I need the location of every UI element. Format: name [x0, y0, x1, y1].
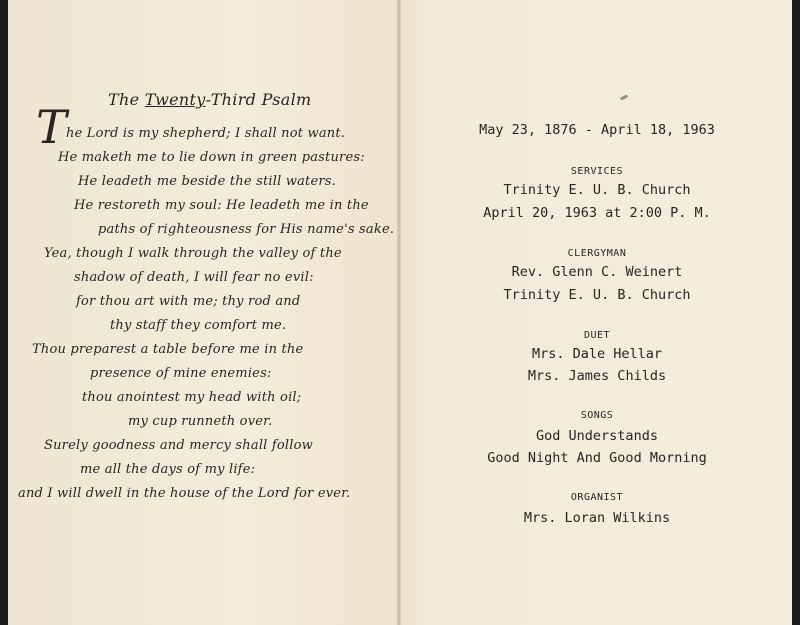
clergyman-name: Rev. Glenn C. Weinert [511, 264, 683, 280]
psalm-line: for thou art with me; thy rod and [76, 294, 301, 309]
psalm-line: Yea, though I walk through the valley of the [44, 246, 342, 261]
psalm-line: thy staff they comfort me. [110, 318, 287, 333]
duet-heading: DUET [583, 330, 611, 341]
duet-singer: Mrs. James Childs [527, 368, 667, 384]
services-heading: SERVICES [570, 166, 624, 177]
psalm-line: thou anointest my head with oil; [82, 390, 302, 405]
duet-singer: Mrs. Dale Hellar [531, 346, 663, 362]
scan-border-left [0, 0, 8, 625]
organist-heading: ORGANIST [570, 492, 624, 503]
psalm-line: Surely goodness and mercy shall follow [44, 438, 313, 453]
songs-heading: SONGS [580, 410, 614, 421]
psalm-line: me all the days of my life: [80, 462, 256, 477]
service-details [400, 0, 794, 625]
song-title: God Understands [536, 428, 658, 444]
organist-name: Mrs. Loran Wilkins [523, 510, 671, 526]
psalm-line: He restoreth my soul: He leadeth me in the [74, 198, 369, 213]
psalm-line: presence of mine enemies: [90, 366, 272, 381]
services-place: Trinity E. U. B. Church [503, 182, 691, 198]
psalm-line: He leadeth me beside the still waters. [78, 174, 336, 189]
psalm-line: my cup runneth over. [128, 414, 273, 429]
drop-cap: T [36, 100, 67, 154]
song-title: Good Night And Good Morning [487, 450, 707, 466]
life-dates: May 23, 1876 - April 18, 1963 [479, 122, 715, 138]
psalm-line: and I will dwell in the house of the Lord for ever. [18, 486, 351, 501]
clergyman-heading: CLERGYMAN [567, 248, 627, 259]
psalm-line: paths of righteousness for His name's sake. [98, 222, 395, 237]
psalm-title-suffix: -Third Psalm [205, 90, 312, 109]
clergyman-church: Trinity E. U. B. Church [503, 287, 691, 303]
services-time: April 20, 1963 at 2:00 P. M. [483, 205, 711, 221]
psalm-line: Thou preparest a table before me in the [32, 342, 304, 357]
psalm-line: shadow of death, I will fear no evil: [74, 270, 314, 285]
psalm-title-prefix: The [108, 90, 145, 109]
psalm-title-underlined: Twenty [144, 90, 206, 109]
psalm-line: He maketh me to lie down in green pastures: [58, 150, 365, 165]
psalm-line: he Lord is my shepherd; I shall not want. [66, 126, 346, 141]
psalm-title [108, 90, 328, 109]
